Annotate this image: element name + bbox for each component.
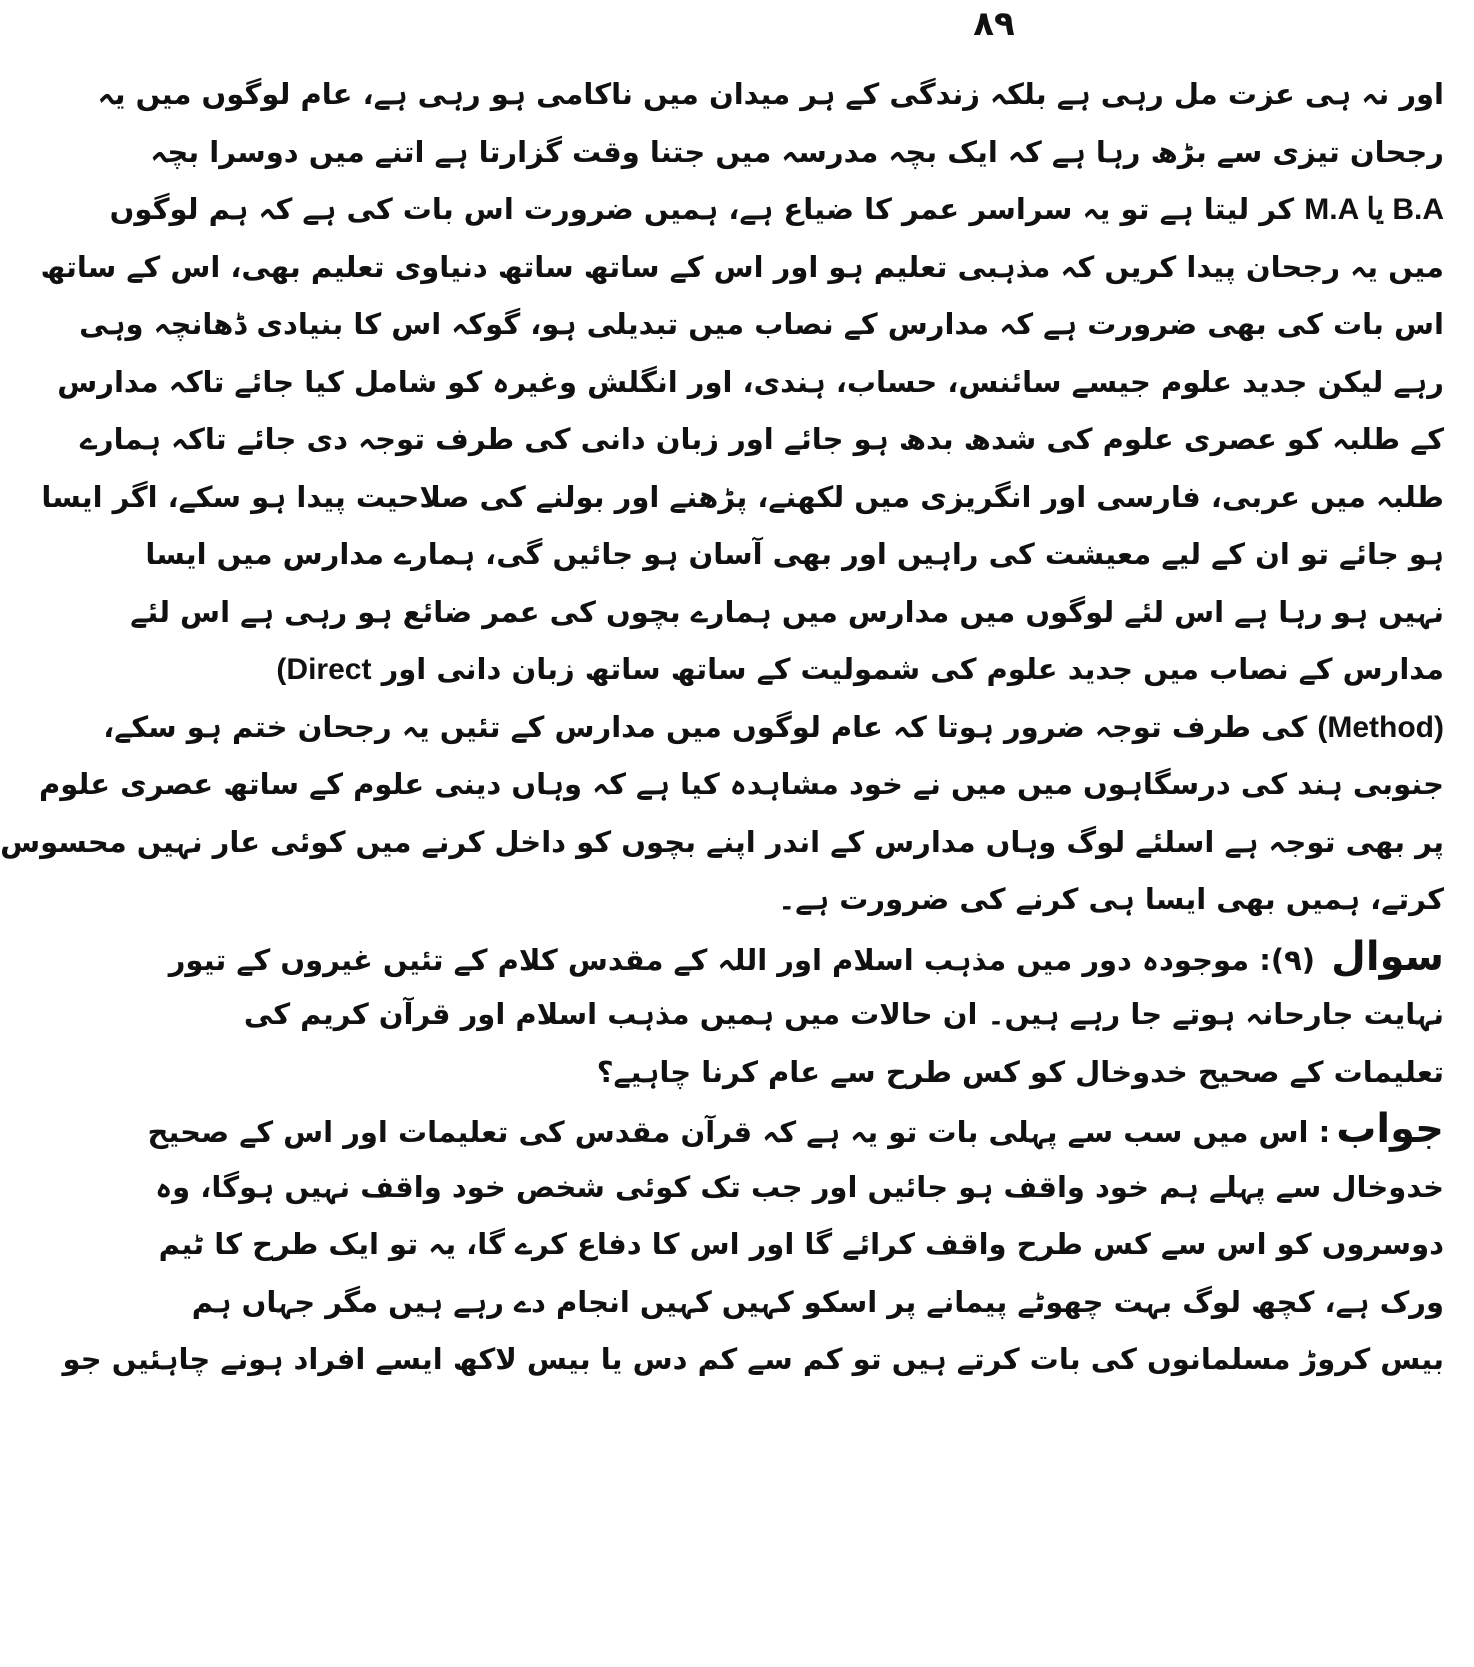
text-segment: کی طرف توجہ ضرور ہوتا کہ عام لوگوں میں مدارس کے تئیں یہ رجحان ختم ہو سکے، <box>103 709 1308 744</box>
text-line <box>109 181 1444 239</box>
question-text: : موجودہ دور میں مذہب اسلام اور اللہ کے مقدس کلام کے تئیں غیروں کے تیور <box>168 942 1271 977</box>
question-number: (۹) <box>1270 942 1316 977</box>
text-line: میں یہ رجحان پیدا کریں کہ مذہبی تعلیم ہو اور اس کے ساتھ ساتھ دنیاوی تعلیم بھی، اس کے ساتھ <box>40 249 1444 284</box>
question-heading: سوال <box>1331 933 1444 980</box>
degree-names: M.A یا B.A <box>1304 193 1444 226</box>
question-line <box>168 929 1444 987</box>
answer-line: خدوخال سے پہلے ہم خود واقف ہو جائیں اور جب تک کوئی شخص خود واقف نہیں ہوگا، وہ <box>155 1169 1444 1204</box>
text-line: پر بھی توجہ ہے اسلئے لوگ وہاں مدارس کے اندر اپنے بچوں کو داخل کرنے میں کوئی عار نہیں محسوس <box>0 824 1444 859</box>
question-line: تعلیمات کے صحیح خدوخال کو کس طرح سے عام کرنا چاہیے؟ <box>596 1054 1444 1089</box>
answer-line: ورک ہے، کچھ لوگ بہت چھوٹے پیمانے پر اسکو کہیں کہیں انجام دے رہے ہیں مگر جہاں ہم <box>191 1284 1444 1319</box>
text-line: نہیں ہو رہا ہے اس لئے لوگوں میں مدارس میں ہمارے بچوں کی عمر ضائع ہو رہی ہے اس لئے <box>130 594 1444 629</box>
text-segment: مدارس کے نصاب میں جدید علوم کی شمولیت کے ساتھ ساتھ زبان دانی اور <box>381 652 1444 686</box>
method-term: (Method) <box>1317 710 1444 744</box>
page-number: ۸۹ <box>973 4 1015 44</box>
answer-heading: جواب <box>1336 1106 1444 1152</box>
text-line: رجحان تیزی سے بڑھ رہا ہے کہ ایک بچہ مدرسہ میں جتنا وقت گزارتا ہے اتنے میں دوسرا بچہ <box>150 134 1444 169</box>
text-segment: کر لیتا ہے تو یہ سراسر عمر کا ضیاع ہے، ہمیں ضرورت اس بات کی ہے کہ ہم لوگوں <box>109 192 1295 226</box>
text-line: جنوبی ہند کی درسگاہوں میں میں نے خود مشاہدہ کیا ہے کہ وہاں دینی علوم کے ساتھ عصری علوم <box>38 767 1444 801</box>
answer-line <box>147 1101 1444 1159</box>
text-line: رہے لیکن جدید علوم جیسے سائنس، حساب، ہندی، اور انگلش وغیرہ کو شامل کیا جائے تاکہ مدارس <box>57 364 1444 399</box>
text-line: کرتے، ہمیں بھی ایسا ہی کرنے کی ضرورت ہے۔ <box>778 882 1444 916</box>
text-line: کے طلبہ کو عصری علوم کی شدھ بدھ ہو جائے اور زبان دانی کی طرف توجہ دی جائے تاکہ ہمارے <box>79 422 1444 456</box>
text-line <box>103 699 1444 757</box>
answer-line: بیس کروڑ مسلمانوں کی بات کرتے ہیں تو کم سے کم دس یا بیس لاکھ ایسے افراد ہونے چاہئیں جو <box>62 1342 1444 1376</box>
page-body <box>0 66 1444 1389</box>
question-line: نہایت جارحانہ ہوتے جا رہے ہیں۔ ان حالات میں ہمیں مذہب اسلام اور قرآن کریم کی <box>243 997 1444 1031</box>
answer-line: دوسروں کو اس سے کس طرح واقف کرائے گا اور اس کا دفاع کرے گا، یہ تو ایک طرح کا ٹیم <box>158 1227 1444 1261</box>
answer-text: : اس میں سب سے پہلی بات تو یہ ہے کہ قرآن مقدس کی تعلیمات اور اس کے صحیح <box>147 1115 1331 1149</box>
direct-term: (Direct <box>276 653 372 686</box>
text-line: اور نہ ہی عزت مل رہی ہے بلکہ زندگی کے ہر میدان میں ناکامی ہو رہی ہے، عام لوگوں میں یہ <box>97 77 1444 111</box>
text-line: اس بات کی بھی ضرورت ہے کہ مدارس کے نصاب میں تبدیلی ہو، گوکہ اس کا بنیادی ڈھانچہ وہی <box>79 307 1444 341</box>
text-line: طلبہ میں عربی، فارسی اور انگریزی میں لکھنے، پڑھنے اور بولنے کی صلاحیت پیدا ہو سکے، اگر ایسا <box>41 479 1444 514</box>
text-line: ہو جائے تو ان کے لیے معیشت کی راہیں اور بھی آسان ہو جائیں گی، ہمارے مدارس میں ایسا <box>145 537 1444 571</box>
text-line <box>276 641 1444 699</box>
